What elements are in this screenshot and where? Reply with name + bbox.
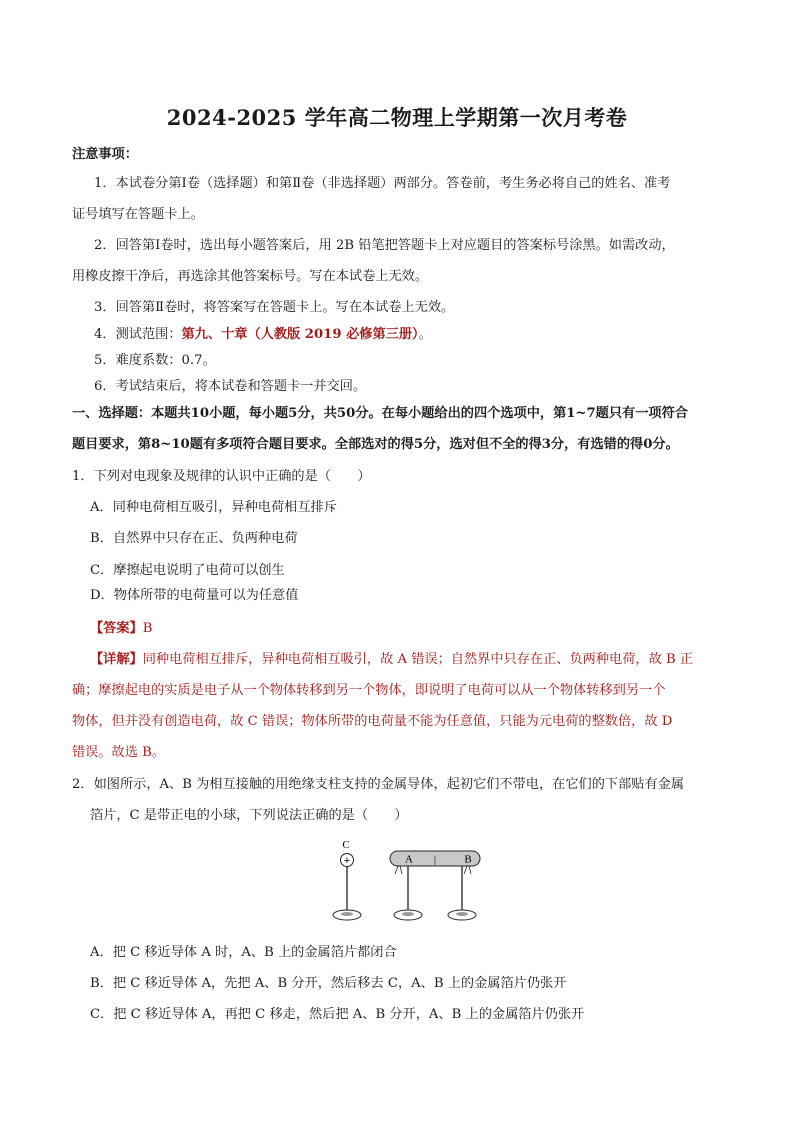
question-1-option-b: B．自然界中只存在正、负两种电荷 xyxy=(90,531,298,546)
stand-b-base-inner xyxy=(456,912,468,916)
ball-stand-base-inner xyxy=(341,912,353,916)
foil-b-icon xyxy=(464,866,471,874)
question-2-option-b: B．把 C 移近导体 A，先把 A、B 分开，然后移去 C，A、B 上的金属箔片仍张开 xyxy=(90,976,567,991)
answer-value: B xyxy=(142,621,153,636)
foil-a-icon xyxy=(395,866,402,874)
label-a: A xyxy=(405,853,413,866)
contact-divider: | xyxy=(433,853,437,866)
notice-item-1-line-1: 1．本试卷分第Ⅰ卷（选择题）和第Ⅱ卷（非选择题）两部分。答卷前，考生务必将自己的姓名、准考 xyxy=(94,176,671,191)
section-1-instructions-line-2: 题目要求，第8~10题有多项符合题目要求。全部选对的得5分，选对但不全的得3分，有选错的得0分。 xyxy=(72,437,679,452)
question-1-detail-line-3: 物体，但并没有创造电荷，故 C 错误；物体所带的电荷量不能为任意值，只能为元电荷的整数倍，故 D xyxy=(72,714,673,729)
question-1-detail-line-2: 确；摩擦起电的实质是电子从一个物体转移到另一个物体，即说明了电荷可以从一个物体转移到另一个 xyxy=(72,683,666,698)
question-1-answer xyxy=(90,620,750,638)
question-2-option-a: A．把 C 移近导体 A 时，A、B 上的金属箔片都闭合 xyxy=(90,945,397,960)
notice-item-3: 3．回答第Ⅱ卷时，将答案写在答题卡上。写在本试卷上无效。 xyxy=(94,300,455,315)
notice-item-4 xyxy=(94,326,754,344)
notice-item-4-prefix: 4．测试范围： xyxy=(94,327,182,342)
conductor-diagram xyxy=(320,838,490,928)
question-2-stem-line-1: 2．如图所示，A、B 为相互接触的用绝缘支柱支持的金属导体，起初它们不带电，在它们的下部贴有金属 xyxy=(72,777,685,792)
notice-item-2-line-1: 2．回答第Ⅰ卷时，选出每小题答案后，用 2B 铅笔把答题卡上对应题目的答案标号涂黑。如需改动， xyxy=(94,238,675,253)
page-title: 2024-2025 学年高二物理上学期第一次月考卷 xyxy=(166,105,628,130)
question-1-option-c: C．摩擦起电说明了电荷可以创生 xyxy=(90,563,285,578)
label-b: B xyxy=(464,853,472,866)
notice-item-6: 6．考试结束后，将本试卷和答题卡一并交回。 xyxy=(94,379,367,394)
question-1-detail-line-4: 错误。故选 B。 xyxy=(72,745,166,760)
question-2-stem-line-2: 箔片，C 是带正电的小球，下列说法正确的是（ ） xyxy=(90,808,408,823)
notice-item-5: 5．难度系数：0.7。 xyxy=(94,353,216,368)
section-1-instructions-line-1: 一、选择题：本题共10小题，每小题5分，共50分。在每小题给出的四个选项中，第1~7题只有一项符合 xyxy=(72,406,688,421)
question-1-option-d: D．物体所带的电荷量可以为任意值 xyxy=(90,588,299,603)
answer-tag: 【答案】 xyxy=(90,621,143,636)
notice-item-2-line-2: 用橡皮擦干净后，再选涂其他答案标号。写在本试卷上无效。 xyxy=(72,269,429,284)
question-1-detail-line-1 xyxy=(90,651,750,669)
notice-item-4-suffix: 。 xyxy=(418,327,432,342)
charge-sign: + xyxy=(343,855,351,867)
question-1-stem: 1．下列对电现象及规律的认识中正确的是（ ） xyxy=(72,469,371,484)
notice-item-1-line-2: 证号填写在答题卡上。 xyxy=(72,207,204,222)
test-scope: 第九、十章（人教版 2019 必修第三册） xyxy=(181,327,419,342)
stand-a-base-inner xyxy=(402,912,414,916)
detail-text: 同种电荷相互排斥，异种电荷相互吸引，故 A 错误；自然界中只存在正、负两种电荷，故 B 正 xyxy=(142,652,694,667)
detail-tag: 【详解】 xyxy=(90,652,143,667)
question-1-option-a: A．同种电荷相互吸引，异种电荷相互排斥 xyxy=(90,500,337,515)
notice-heading: 注意事项： xyxy=(72,147,138,162)
label-c: C xyxy=(342,839,350,851)
question-2-option-c: C．把 C 移近导体 A，再把 C 移走，然后把 A、B 分开，A、B 上的金属箔片仍张开 xyxy=(90,1007,585,1022)
